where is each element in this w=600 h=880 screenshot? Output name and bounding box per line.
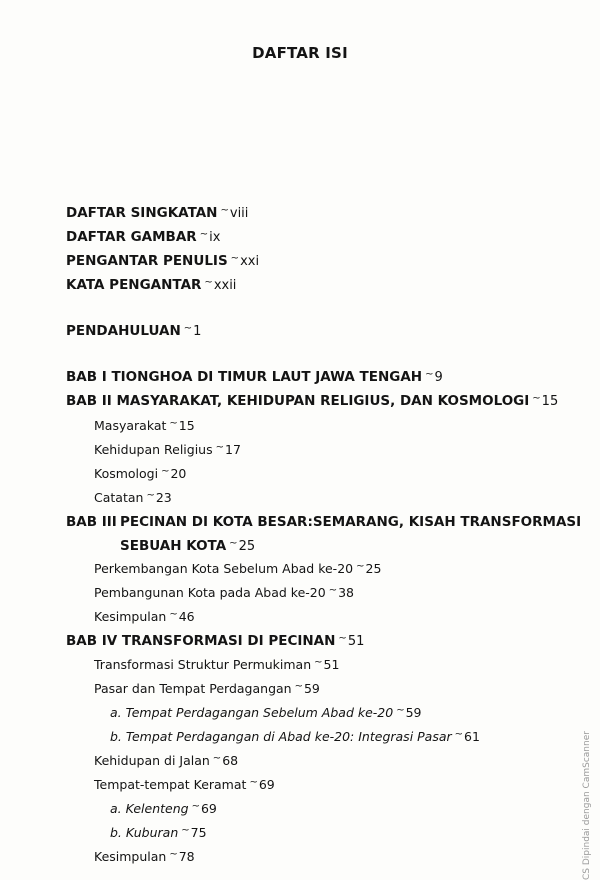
tilde-separator: ~ xyxy=(220,205,229,216)
entry-title: Kosmologi xyxy=(94,466,159,481)
entry-title: Kesimpulan xyxy=(94,609,167,624)
page-number: 51 xyxy=(323,657,340,672)
toc-entry-bab-3-line-1 xyxy=(66,514,581,530)
tilde-separator: ~ xyxy=(204,277,213,288)
page-number: 25 xyxy=(238,539,256,554)
tilde-separator: ~ xyxy=(294,681,303,692)
entry-title: Kehidupan di Jalan xyxy=(94,753,210,768)
page-number: 59 xyxy=(405,705,422,720)
tilde-separator: ~ xyxy=(199,229,209,240)
page-number: 15 xyxy=(541,394,559,409)
entry-title: BAB I TIONGHOA DI TIMUR LAUT JAWA TENGAH xyxy=(66,369,423,385)
tilde-separator: ~ xyxy=(161,466,170,477)
toc-subentry-kosmologi xyxy=(94,466,186,484)
toc-entry-kata-pengantar xyxy=(66,277,236,295)
page-number: 1 xyxy=(193,324,202,339)
page-number: 68 xyxy=(222,753,239,768)
page-number: 78 xyxy=(178,849,195,864)
entry-title: Perkembangan Kota Sebelum Abad ke-20 xyxy=(94,561,354,576)
page-number: ix xyxy=(209,230,221,245)
tilde-separator: ~ xyxy=(454,729,464,740)
toc-subentry-kelenteng xyxy=(110,801,217,819)
toc-subentry-kehidupan-religius xyxy=(94,442,241,460)
toc-subentry-kesimpulan-bab-3 xyxy=(94,609,195,627)
toc-subentry-kesimpulan-bab-4 xyxy=(94,849,195,867)
tilde-separator: ~ xyxy=(212,753,222,764)
toc-entry-bab-2 xyxy=(66,393,558,411)
page-number: xxi xyxy=(240,254,260,269)
tilde-separator: ~ xyxy=(338,633,347,644)
toc-entry-bab-4 xyxy=(66,633,364,651)
page-number: 51 xyxy=(347,634,365,649)
page-number: 59 xyxy=(303,681,320,696)
toc-subentry-kehidupan-di-jalan xyxy=(94,753,238,771)
tilde-separator: ~ xyxy=(425,369,434,380)
entry-title: DAFTAR SINGKATAN xyxy=(66,205,218,221)
tilde-separator: ~ xyxy=(314,657,323,668)
tilde-separator: ~ xyxy=(169,849,178,860)
entry-title: PECINAN DI KOTA BESAR:SEMARANG, KISAH TRANSFORMASI xyxy=(120,514,582,530)
page-number: 23 xyxy=(155,490,172,505)
entry-title: Pembangunan Kota pada Abad ke-20 xyxy=(94,585,326,600)
watermark-text: CS Dipindai dengan CamScanner xyxy=(582,731,592,880)
entry-title: KATA PENGANTAR xyxy=(66,277,202,293)
page-number: 20 xyxy=(170,466,187,481)
page-number: viii xyxy=(229,206,249,221)
entry-title: DAFTAR GAMBAR xyxy=(66,229,197,245)
tilde-separator: ~ xyxy=(230,253,240,264)
tilde-separator: ~ xyxy=(169,609,178,620)
entry-title: PENDAHULUAN xyxy=(66,323,181,339)
toc-entry-daftar-singkatan xyxy=(66,205,248,223)
entry-title: b. Tempat Perdagangan di Abad ke-20: Integrasi Pasar xyxy=(110,729,452,744)
entry-title: BAB II MASYARAKAT, KEHIDUPAN RELIGIUS, DAN KOSMOLOGI xyxy=(66,393,530,409)
bab-label: BAB III xyxy=(66,514,117,530)
toc-entry-pengantar-penulis xyxy=(66,253,259,271)
toc-subentry-tempat-perdagangan-abad-20 xyxy=(110,729,480,747)
page-number: 61 xyxy=(464,729,480,744)
toc-subentry-masyarakat xyxy=(94,418,195,436)
page-number: 69 xyxy=(258,777,275,792)
toc-entry-daftar-gambar xyxy=(66,229,220,247)
toc-subentry-pasar xyxy=(94,681,320,699)
tilde-separator: ~ xyxy=(191,801,200,812)
tilde-separator: ~ xyxy=(181,825,190,836)
entry-title: Tempat-tempat Keramat xyxy=(94,777,247,792)
tilde-separator: ~ xyxy=(532,393,541,404)
toc-subentry-kuburan xyxy=(110,825,207,843)
toc-entry-pendahuluan xyxy=(66,323,201,341)
tilde-separator: ~ xyxy=(396,705,405,716)
page-number: 75 xyxy=(190,825,207,840)
page-number: 46 xyxy=(178,609,195,624)
entry-title: BAB IV TRANSFORMASI DI PECINAN xyxy=(66,633,336,649)
entry-title: Masyarakat xyxy=(94,418,167,433)
entry-title: a. Kelenteng xyxy=(110,801,189,816)
toc-subentry-tempat-keramat xyxy=(94,777,275,795)
entry-title: Pasar dan Tempat Perdagangan xyxy=(94,681,292,696)
tilde-separator: ~ xyxy=(229,538,238,549)
entry-title: PENGANTAR PENULIS xyxy=(66,253,228,269)
toc-subentry-transformasi-struktur xyxy=(94,657,339,675)
page-number: 9 xyxy=(434,370,443,385)
page-number: 38 xyxy=(338,585,354,600)
page-title: DAFTAR ISI xyxy=(252,44,348,62)
page-number: 25 xyxy=(365,561,382,576)
entry-title: Kehidupan Religius xyxy=(94,442,213,457)
page-number: 69 xyxy=(200,801,217,816)
tilde-separator: ~ xyxy=(356,561,365,572)
entry-title: Catatan xyxy=(94,490,144,505)
entry-title: a. Tempat Perdagangan Sebelum Abad ke-20 xyxy=(110,705,394,720)
tilde-separator: ~ xyxy=(328,585,338,596)
tilde-separator: ~ xyxy=(169,418,178,429)
scanner-watermark xyxy=(580,731,594,880)
page-number: xxii xyxy=(213,278,237,293)
page-number: 17 xyxy=(225,442,241,457)
toc-subentry-pembangunan-kota xyxy=(94,585,354,603)
toc-subentry-perkembangan-kota xyxy=(94,561,381,579)
entry-title: Transformasi Struktur Permukiman xyxy=(94,657,312,672)
page-number: 15 xyxy=(178,418,195,433)
tilde-separator: ~ xyxy=(146,490,155,501)
toc-entry-bab-1 xyxy=(66,369,443,387)
toc-entry-bab-3-line-2 xyxy=(120,538,255,556)
toc-subentry-tempat-perdagangan-sebelum xyxy=(110,705,422,723)
entry-title: Kesimpulan xyxy=(94,849,167,864)
toc-subentry-catatan xyxy=(94,490,172,508)
tilde-separator: ~ xyxy=(249,777,258,788)
entry-title: b. Kuburan xyxy=(110,825,179,840)
entry-title: SEBUAH KOTA xyxy=(120,538,227,554)
tilde-separator: ~ xyxy=(215,442,225,453)
tilde-separator: ~ xyxy=(183,323,193,334)
